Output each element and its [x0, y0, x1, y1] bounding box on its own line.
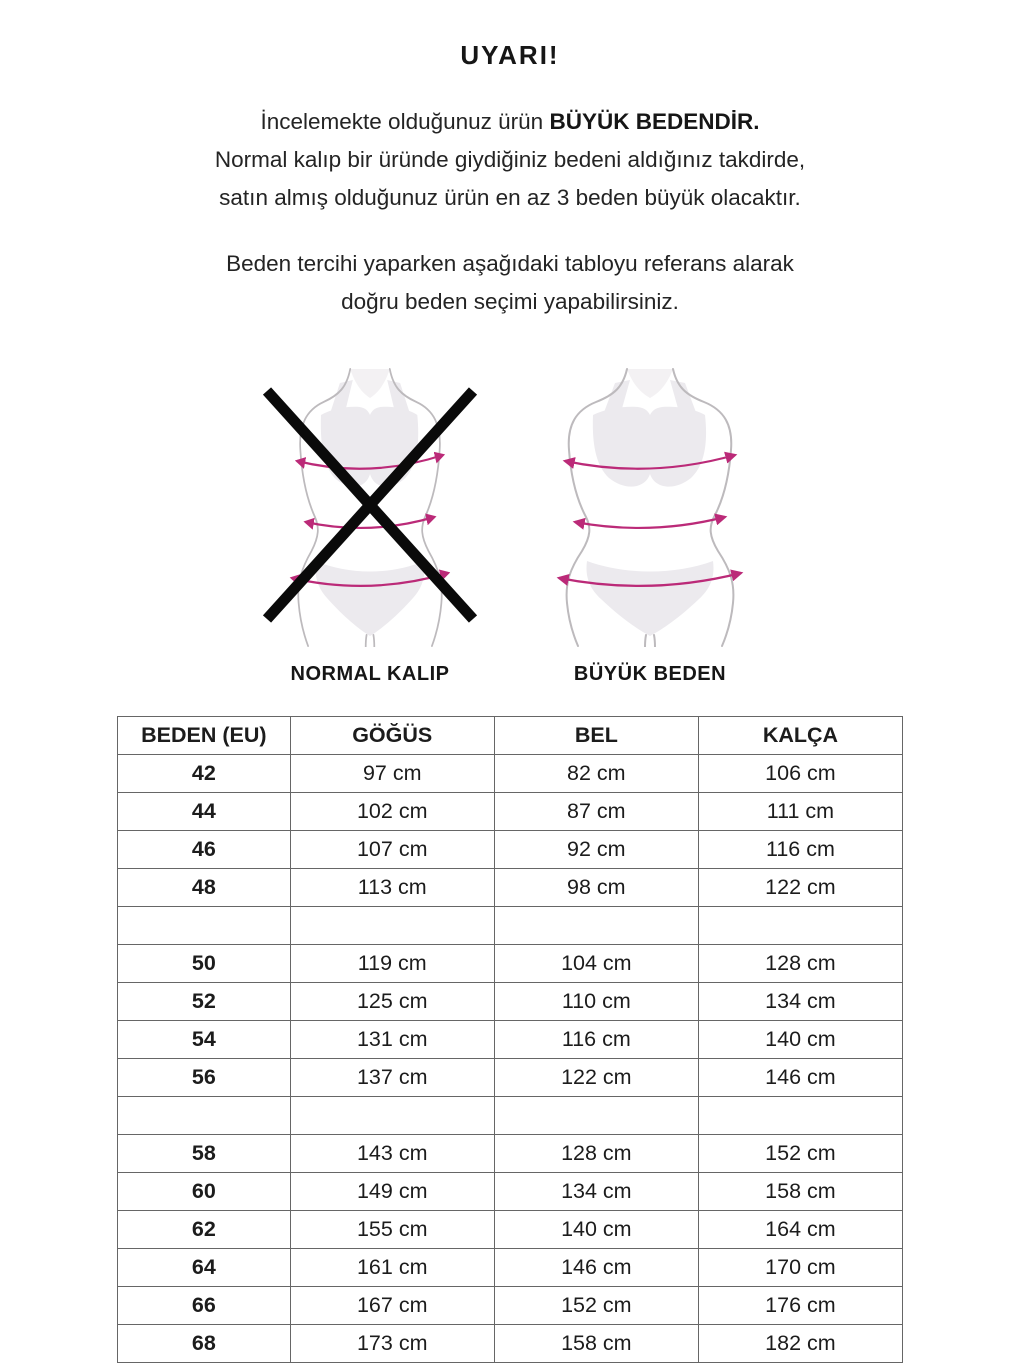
size-table-cell-gogus: 161 cm — [290, 1249, 494, 1287]
size-table-spacer-row — [118, 1097, 903, 1135]
intro-line-3: satın almış olduğunuz ürün en az 3 beden büyük olacaktır. — [219, 185, 801, 210]
intro-line-1-text: İncelemekte olduğunuz ürün — [260, 109, 544, 134]
size-table-cell-kalca: 182 cm — [698, 1325, 902, 1363]
size-table-row — [118, 1325, 903, 1363]
size-table-cell-gogus: 173 cm — [290, 1325, 494, 1363]
size-table-cell-gogus: 155 cm — [290, 1211, 494, 1249]
size-table-cell-bel: 98 cm — [494, 869, 698, 907]
intro-line-2: Normal kalıp bir üründe giydiğiniz bedeni aldığınız takdirde, — [214, 147, 806, 172]
size-table-row — [118, 1211, 903, 1249]
size-table-cell-beden — [118, 1097, 291, 1135]
size-table-spacer-row — [118, 907, 903, 945]
size-table-cell-bel — [494, 907, 698, 945]
size-table-cell-bel: 152 cm — [494, 1287, 698, 1325]
size-table-cell-gogus: 137 cm — [290, 1059, 494, 1097]
size-table-cell-beden: 54 — [118, 1021, 291, 1059]
size-table-cell-bel: 128 cm — [494, 1135, 698, 1173]
size-table-cell-gogus: 125 cm — [290, 983, 494, 1021]
size-table-cell-kalca: 152 cm — [698, 1135, 902, 1173]
figure-normal-fit — [255, 367, 485, 686]
size-table-cell-bel: 146 cm — [494, 1249, 698, 1287]
size-table-cell-beden: 62 — [118, 1211, 291, 1249]
guide-line-2: doğru beden seçimi yapabilirsiniz. — [341, 289, 679, 314]
size-table-cell-beden: 50 — [118, 945, 291, 983]
size-table-cell-gogus: 143 cm — [290, 1135, 494, 1173]
size-table-cell-gogus: 119 cm — [290, 945, 494, 983]
size-table-cell-gogus: 97 cm — [290, 755, 494, 793]
size-table-cell-kalca: 134 cm — [698, 983, 902, 1021]
size-table-cell-bel: 110 cm — [494, 983, 698, 1021]
size-table-cell-beden: 66 — [118, 1287, 291, 1325]
size-table-cell-beden: 46 — [118, 831, 291, 869]
size-table-cell-kalca — [698, 1097, 902, 1135]
size-table-cell-kalca: 128 cm — [698, 945, 902, 983]
size-table-row — [118, 1135, 903, 1173]
size-table-cell-kalca: 122 cm — [698, 869, 902, 907]
size-table-cell-kalca: 176 cm — [698, 1287, 902, 1325]
size-table-cell-bel: 134 cm — [494, 1173, 698, 1211]
size-table-cell-bel — [494, 1097, 698, 1135]
size-table-row — [118, 793, 903, 831]
size-table-row — [118, 1173, 903, 1211]
size-table-cell-kalca — [698, 907, 902, 945]
size-table-cell-kalca: 111 cm — [698, 793, 902, 831]
guide-line-1: Beden tercihi yaparken aşağıdaki tabloyu referans alarak — [226, 251, 794, 276]
size-table-row — [118, 1287, 903, 1325]
size-table-cell-bel: 122 cm — [494, 1059, 698, 1097]
size-table-row — [118, 1021, 903, 1059]
size-table-cell-beden: 64 — [118, 1249, 291, 1287]
size-table-row — [118, 1059, 903, 1097]
size-table-cell-kalca: 140 cm — [698, 1021, 902, 1059]
size-table-cell-kalca: 116 cm — [698, 831, 902, 869]
figure-normal-fit-label: NORMAL KALIP — [290, 663, 450, 685]
size-table-cell-bel: 140 cm — [494, 1211, 698, 1249]
size-table-row — [118, 983, 903, 1021]
size-table-cell-bel: 116 cm — [494, 1021, 698, 1059]
size-table-cell-bel: 87 cm — [494, 793, 698, 831]
plus-size-body-illustration — [535, 367, 765, 647]
size-table-cell-beden — [118, 907, 291, 945]
size-table-header-beden: BEDEN (EU) — [118, 717, 291, 755]
size-table-cell-kalca: 146 cm — [698, 1059, 902, 1097]
size-table-cell-gogus: 107 cm — [290, 831, 494, 869]
intro-line-1 — [0, 103, 1020, 141]
size-table-cell-beden: 56 — [118, 1059, 291, 1097]
figure-plus-size — [535, 367, 765, 686]
size-table-header-kalca: KALÇA — [698, 717, 902, 755]
body-silhouette-plus — [559, 369, 741, 647]
size-table-cell-bel: 158 cm — [494, 1325, 698, 1363]
size-table-cell-beden: 44 — [118, 793, 291, 831]
size-table-cell-bel: 82 cm — [494, 755, 698, 793]
size-table-cell-kalca: 158 cm — [698, 1173, 902, 1211]
size-table-cell-bel: 92 cm — [494, 831, 698, 869]
size-table-cell-beden: 58 — [118, 1135, 291, 1173]
size-table-row — [118, 831, 903, 869]
size-table-cell-gogus: 131 cm — [290, 1021, 494, 1059]
size-table-row — [118, 869, 903, 907]
size-table-header-bel: BEL — [494, 717, 698, 755]
page-title: UYARI! — [460, 40, 560, 70]
size-table-row — [118, 755, 903, 793]
size-table-cell-beden: 52 — [118, 983, 291, 1021]
size-table-cell-beden: 48 — [118, 869, 291, 907]
size-table-cell-gogus: 102 cm — [290, 793, 494, 831]
size-table-cell-bel: 104 cm — [494, 945, 698, 983]
fit-comparison — [0, 367, 1020, 686]
size-table-header-row — [118, 717, 903, 755]
figure-plus-size-label: BÜYÜK BEDEN — [573, 663, 727, 685]
size-table — [117, 716, 903, 1363]
size-table-cell-beden: 68 — [118, 1325, 291, 1363]
size-table-header-gogus: GÖĞÜS — [290, 717, 494, 755]
size-table-cell-kalca: 106 cm — [698, 755, 902, 793]
size-table-cell-kalca: 170 cm — [698, 1249, 902, 1287]
size-table-cell-beden: 60 — [118, 1173, 291, 1211]
size-table-cell-beden: 42 — [118, 755, 291, 793]
size-table-row — [118, 945, 903, 983]
crossed-body-illustration — [255, 367, 485, 647]
size-table-cell-gogus — [290, 1097, 494, 1135]
size-table-cell-gogus: 113 cm — [290, 869, 494, 907]
size-table-cell-gogus: 167 cm — [290, 1287, 494, 1325]
intro-paragraph — [0, 103, 1020, 217]
size-table-body — [118, 755, 903, 1363]
size-table-cell-gogus — [290, 907, 494, 945]
intro-line-1-bold: BÜYÜK BEDENDİR. — [549, 109, 760, 134]
guide-paragraph — [0, 245, 1020, 321]
size-table-row — [118, 1249, 903, 1287]
size-table-cell-gogus: 149 cm — [290, 1173, 494, 1211]
size-table-cell-kalca: 164 cm — [698, 1211, 902, 1249]
